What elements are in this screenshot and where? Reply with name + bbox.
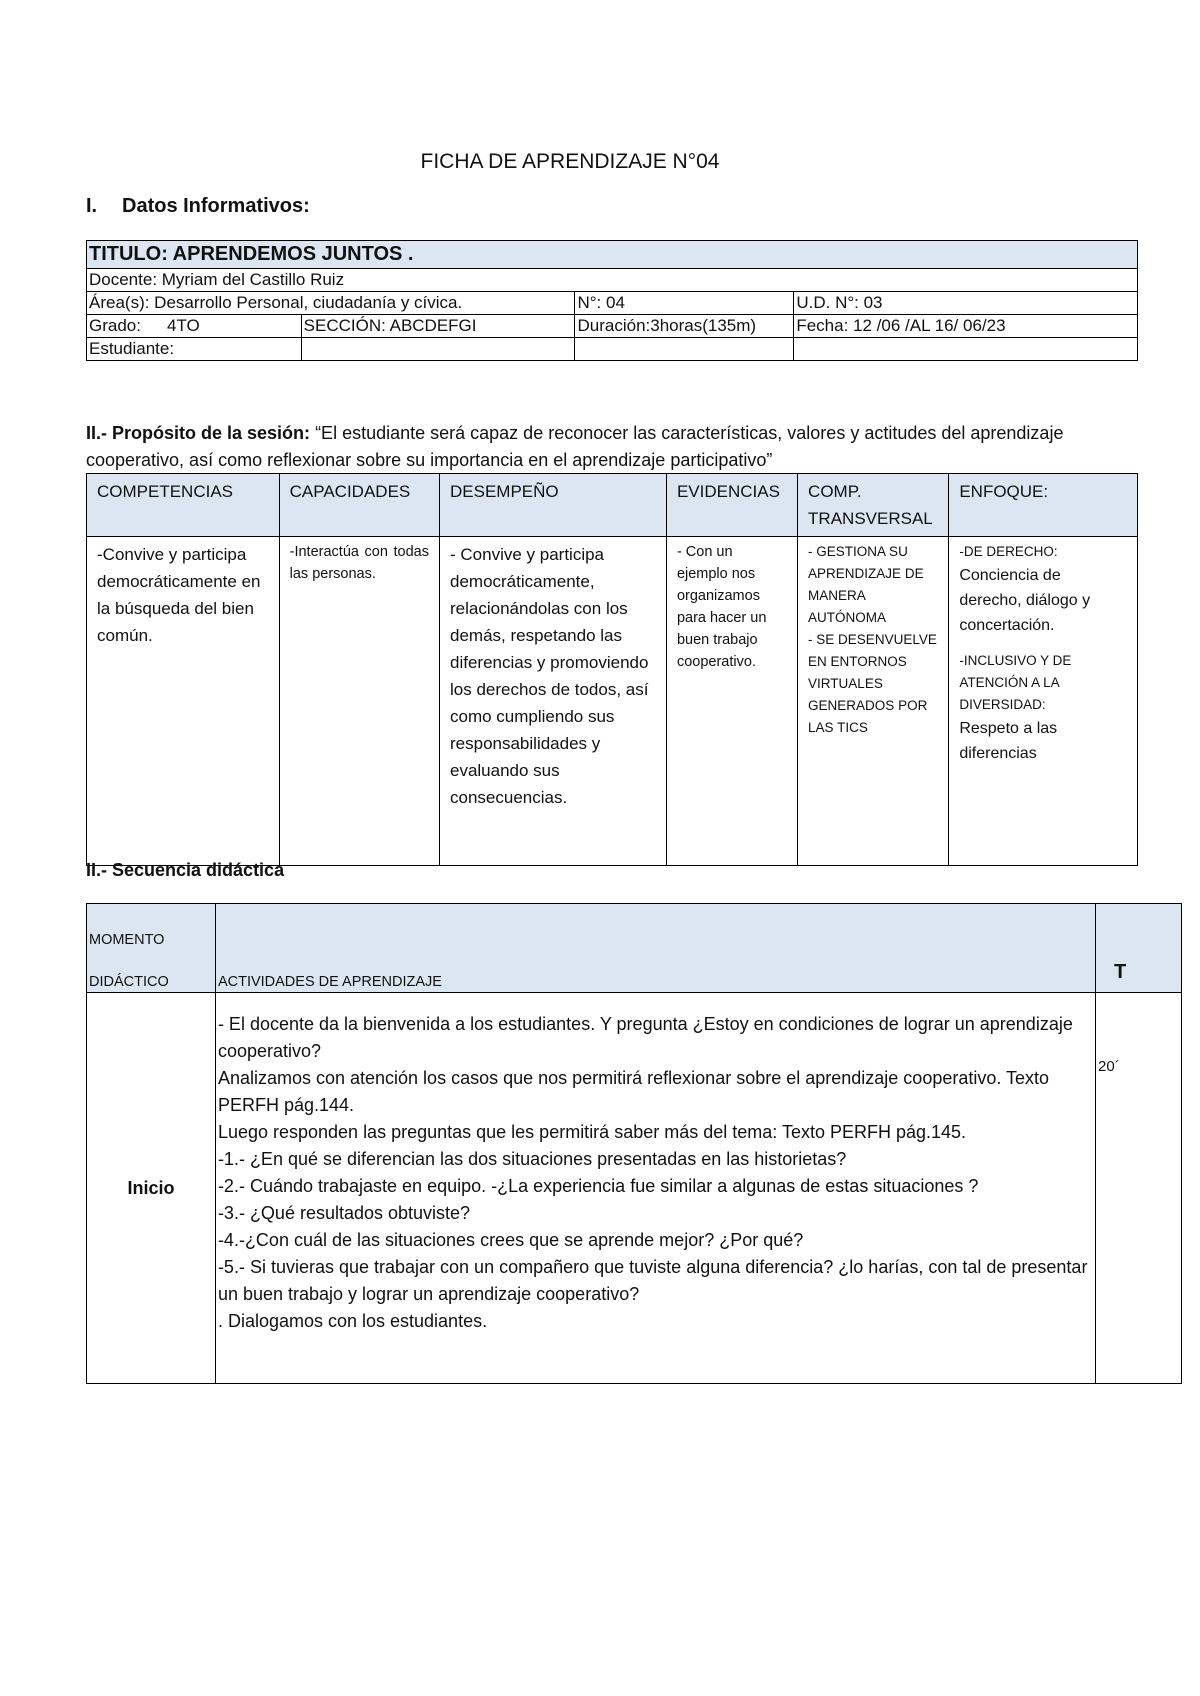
transversal-cell (798, 537, 949, 866)
header-competencias: COMPETENCIAS (87, 474, 280, 537)
actividad-line: Analizamos con atención los casos que nos permitirá reflexionar sobre el aprendizaje cooperativo. Texto PERFH pág.144. (217, 1068, 1050, 1115)
grado-value: 4TO (166, 316, 200, 335)
desempeno-cell: - Convive y participa democráticamente, relacionándolas con los demás, respetando las diferencias y promoviendo los derechos de todos, así como cumpliendo sus responsabilidades y evaluando sus consecuencias. (440, 537, 667, 866)
enfoque-text: Conciencia de derecho, diálogo y concertación. (959, 567, 1091, 634)
empty-cell (575, 338, 794, 361)
actividad-line: Luego responden las preguntas que les permitirá saber más del tema: Texto PERFH pág.145. (217, 1122, 967, 1142)
duracion-cell: Duración:3horas(135m) (575, 315, 794, 338)
actividades-cell (215, 993, 1095, 1384)
proposito-text: “El estudiante será capaz de reconocer las características, valores y actitudes del aprendizaje cooperativo, así como reflexionar sobre su importancia en el aprendizaje participativo” (86, 423, 1064, 470)
momento-line2: DIDÁCTICO (89, 974, 169, 990)
header-comp-transversal: COMP. TRANSVERSAL (798, 474, 949, 537)
titulo-cell: TITULO: APRENDEMOS JUNTOS . (87, 241, 1138, 269)
ud-cell: U.D. N°: 03 (794, 292, 1138, 315)
header-desempeno: DESEMPEÑO (440, 474, 667, 537)
secuencia-heading: II.- Secuencia didáctica (86, 860, 285, 880)
proposito-label: II.- Propósito de la sesión: (86, 423, 311, 443)
header-enfoque: ENFOQUE: (949, 474, 1138, 537)
time-cell: 20´ (1096, 993, 1182, 1384)
actividad-line: -5.- Si tuvieras que trabajar con un compañero que tuviste alguna diferencia? ¿lo harías, con tal de presentar un buen trabajo y lograr un aprendizaje cooperativo? (217, 1257, 1088, 1304)
section-number: I. (86, 195, 98, 217)
seccion-cell: SECCIÓN: ABCDEFGI (301, 315, 575, 338)
momento-inicio: Inicio (87, 993, 216, 1384)
secuencia-table (86, 903, 1182, 1384)
section-heading-datos (86, 195, 310, 218)
momento-line1: MOMENTO (89, 932, 165, 948)
enfoque-cell (949, 537, 1138, 866)
competencias-table (86, 473, 1138, 866)
grado-label: Grado: (89, 316, 141, 335)
capacidades-cell: -Interactúa con todas las personas. (279, 537, 439, 866)
header-actividades: ACTIVIDADES DE APRENDIZAJE (215, 904, 1095, 993)
fecha-cell: Fecha: 12 /06 /AL 16/ 06/23 (794, 315, 1138, 338)
actividad-line: -3.- ¿Qué resultados obtuviste? (217, 1203, 471, 1223)
actividad-line: -1.- ¿En qué se diferencian las dos situaciones presentadas en las historietas? (217, 1149, 847, 1169)
enfoque-title: -DE DERECHO: (959, 544, 1058, 559)
header-t: T (1096, 904, 1182, 993)
actividad-line: . Dialogamos con los estudiantes. (217, 1311, 488, 1331)
grado-cell (87, 315, 302, 338)
estudiante-cell: Estudiante: (87, 338, 302, 361)
enfoque-text: Respeto a las diferencias (959, 720, 1058, 762)
proposito-paragraph (86, 420, 1138, 474)
actividad-line: - El docente da la bienvenida a los estudiantes. Y pregunta ¿Estoy en condiciones de lograr un aprendizaje cooperativo? (217, 1014, 1073, 1061)
competencias-cell: -Convive y participa democráticamente en la búsqueda del bien común. (87, 537, 280, 866)
empty-cell (301, 338, 575, 361)
enfoque-title: -INCLUSIVO Y DE ATENCIÓN A LA DIVERSIDAD: (959, 653, 1072, 712)
numero-cell: N°: 04 (575, 292, 794, 315)
header-capacidades: CAPACIDADES (279, 474, 439, 537)
transversal-item: - SE DESENVUELVE EN ENTORNOS VIRTUALES GENERADOS POR LAS TICS (808, 632, 937, 735)
info-table (86, 240, 1138, 361)
section-label: Datos Informativos: (122, 195, 310, 217)
document-title: FICHA DE APRENDIZAJE N°04 (420, 150, 720, 173)
area-cell: Área(s): Desarrollo Personal, ciudadanía y cívica. (87, 292, 575, 315)
header-evidencias: EVIDENCIAS (666, 474, 797, 537)
empty-cell (794, 338, 1138, 361)
docente-cell: Docente: Myriam del Castillo Ruiz (87, 269, 1138, 292)
actividad-line: -2.- Cuándo trabajaste en equipo. -¿La experiencia fue similar a algunas de estas situaciones ? (217, 1176, 979, 1196)
evidencias-cell: - Con un ejemplo nos organizamos para hacer un buen trabajo cooperativo. (666, 537, 797, 866)
header-momento (87, 904, 216, 993)
transversal-item: - GESTIONA SU APRENDIZAJE DE MANERA AUTÓNOMA (808, 544, 924, 625)
actividad-line: -4.-¿Con cuál de las situaciones crees que se aprende mejor? ¿Por qué? (217, 1230, 804, 1250)
